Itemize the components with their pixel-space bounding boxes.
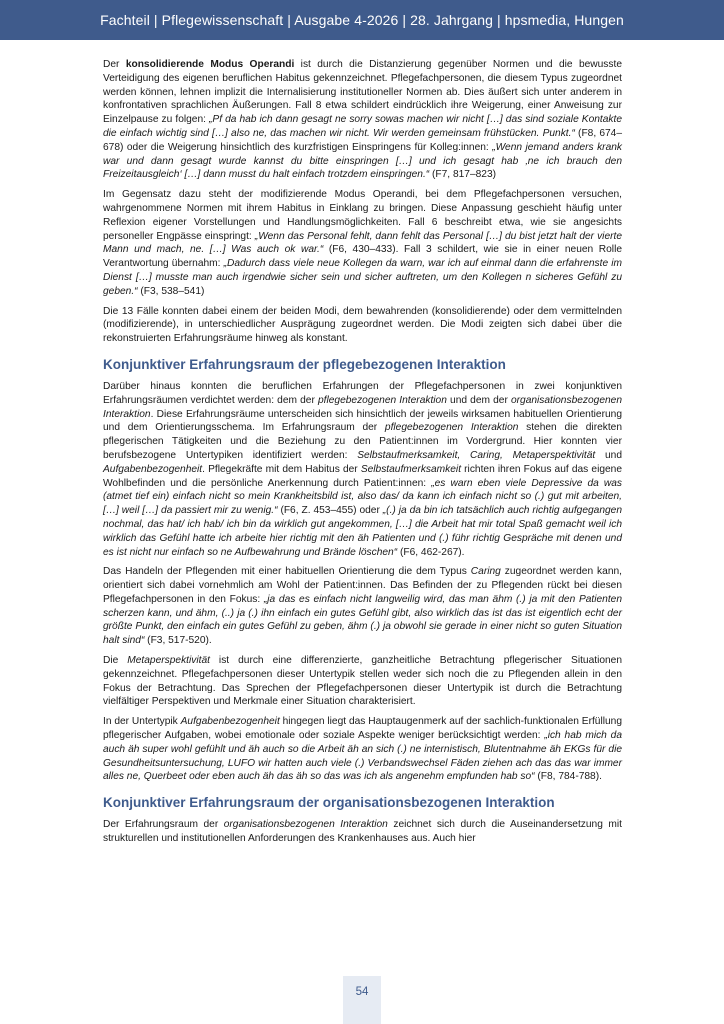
text: (F8, 674–678) oder die Weigerung hinsichtlich des kurzfristigen Einspringens für Kolleg:innen: (103, 127, 623, 153)
text: Das Handeln der Pflegenden mit einer habituellen Orientierung die dem Typus (103, 566, 471, 578)
citation: (F8, 784-788). (534, 771, 602, 783)
paragraph: Die 13 Fälle konnten dabei einem der beiden Modi, dem bewahrenden (konsolidierende) oder dem vermittelnden (modifizierende), in unterschiedlicher Ausprägung zugeordnet werden. Die Modi zeigten sich dabei über die rekonstruierten Erfahrungsräume hinweg als konstant. (103, 305, 622, 345)
quote: „es warn eben viele Depressive da was (atmet tief ein) einfach nicht so mein Krankheitsbild ist, also das/ da kann ich einfach nicht so (.) gut mit arbeiten, […] weil […] da passiert mir zu wenig.“ (103, 477, 622, 517)
citation: (F3, 517-520). (144, 635, 212, 647)
italic-term: Aufgabenbezogenheit (103, 463, 203, 475)
italic-term: pflegebezogenen Interaktion (384, 422, 519, 434)
text: Der (103, 59, 126, 70)
italic-term: Metaperspektivität (127, 655, 210, 667)
paragraph (103, 380, 622, 559)
quote: „Wenn jemand anders krank war und dann gesagt wurde kannst du bitte einspringen […] und ich gesagt hab ‚ne ich brauch den Freizeitausgleich‘ […] dann musst du halt einfach trotzdem einspringen.“ (103, 141, 623, 181)
text: stehen die direkten pflegerischen Tätigkeiten und die Beziehung zu den Patient:innen im Vordergrund. Hier konnten vier berufsbezogene Untertypiken identifiziert werden: (103, 422, 623, 461)
text: und (595, 449, 622, 461)
quote: „Dadurch dass viele neue Kollegen da warn, war ich auf einmal dann die erfahrenste im Dienst […] musste man auch irgendwie sicher sein und sicher auftreten, um den Kollegen n sicheres Gefühl zu geben.“ (103, 258, 622, 297)
citation: (F7, 817–823) (429, 169, 496, 181)
text: Im Gegensatz dazu steht der modifizierende Modus Operandi, bei dem Pflegefachpersonen versuchen, wahrgenommene Normen mit ihrem Habitus in Einklang zu bringen. Diese Anpassung geschieht häufig unter Reflexion eigener Vorstellungen und Handlungsmöglichkeiten. Fall 6 beschreibt etwa, wie sie angesichts personeller Engpässe einspringt: (103, 189, 622, 242)
text: ist durch eine differenzierte, ganzheitliche Betrachtung pflegerischer Situationen gekennzeichnet. Pflegefachpersonen dieser Untertypik stellen weder sich noch die zu Pflegenden allein in den Fokus der Betrachtung. Das Sprechen der Pflegefachpersonen dieser Untertypik ist durch die Betrachtung vielfältiger Perspektiven und Merkmale einer Situation charakterisiert. (103, 655, 622, 708)
quote: „Wenn das Personal fehlt, dann fehlt das Personal […] du bist jetzt halt der vierte Mann und mach, ne. […] Was auch ok war.“ (103, 230, 622, 256)
text: . Diese Erfahrungsräume unterscheiden sich hinsichtlich der jeweils wirksamen habituellen Orientierung und dem Orientierungsschema. Im Erfahrungsraum der (103, 408, 622, 434)
paragraph (103, 715, 622, 784)
text: hingegen liegt das Hauptaugenmerk auf der sachlich-funktionalen Erfüllung pflegerischer Aufgaben, wobei emotionale oder soziale Aspekte weniger berücksichtigt werden: (103, 716, 622, 742)
bold-term: konsolidierende Modus Operandi (125, 59, 295, 70)
article-body (103, 58, 622, 852)
quote: „ich hab mich da auch äh super wohl gefühlt und äh auch so die Arbeit äh an sich (.) ne internistisch, Blutentnahme äh EKGs für die Gesundheitsuntersuchung, LUFO wir hatten auch viele (.) Verbandswechsel Fäden ziehen ach das das war immer alles ne, Querbeet oder eben auch äh das äh so das was ich als angenehm empfunden hab so“ (103, 730, 622, 783)
text: . Pflegekräfte mit dem Habitus der (202, 463, 361, 475)
paragraph (103, 818, 622, 846)
section-heading: Konjunktiver Erfahrungsraum der pflegebezogenen Interaktion (103, 356, 506, 372)
section-heading: Konjunktiver Erfahrungsraum der organisationsbezogenen Interaktion (103, 795, 555, 811)
text: Der Erfahrungsraum der (103, 819, 224, 831)
italic-term: Caring (470, 566, 501, 578)
text: und dem der (446, 394, 511, 406)
paragraph (103, 654, 622, 709)
citation: (F3, 538–541) (137, 285, 205, 297)
italic-term: organisationsbezogenen Interaktion (223, 819, 388, 831)
citation: (F6, 462-267). (397, 546, 465, 558)
text: Darüber hinaus konnten die beruflichen Erfahrungen der Pflegefachpersonen in zwei konjunktiven Erfahrungsräumen verdichtet werden: dem der (103, 380, 622, 406)
quote: „ja das es einfach nicht langweilig wird, das man ähm (.) ja mit den Patienten scherzen kann, und ähm, (..) ja (.) ihn einfach ein gutes Gefühl gibt, also wirklich das ist das ist eigentlich echt der größte Punkt, den einfach ein gutes Gefühl zu geben, ähm (.) ja obwohl sie gerade in einer nicht so guten Situation halt sind“ (103, 593, 622, 647)
text: ist durch die Distanzierung gegenüber Normen und die bewusste Verteidigung des eigenen beruflichen Habitus gekennzeichnet. Pflegefachpersonen, die diesem Typus zugeordnet werden können, lehnen implizit die Internalisierung institutioneller Normen ab. Dies äußert sich unter anderem in konfrontativen sprachlichen Äußerungen. Fall 8 etwa schildert eindrücklich ihre Weigerung, einer Anweisung zur Einzelpause zu folgen: (103, 59, 622, 126)
italic-term: Selbstaufmerksamkeit, Caring, Metaperspektivität (357, 449, 596, 461)
italic-term: Aufgabenbezogenheit (180, 716, 280, 728)
text: Die (103, 655, 128, 667)
italic-term: pflegebezogenen Interaktion (318, 394, 447, 406)
citation: (F6, Z. 453–455) oder (277, 505, 383, 517)
paragraph (103, 58, 622, 182)
page-number: 54 (343, 976, 381, 1024)
text: In der Untertypik (103, 716, 181, 728)
text: richten ihren Fokus auf das eigene Wohlbefinden und die persönliche Anerkennung durch Patient:innen: (103, 463, 622, 489)
quote: „Pf da hab ich dann gesagt ne sorry sowas machen wir nicht […] das sind soziale Kontakte die einfach wichtig sind […] also ne, das machen wir nicht. Wir werden gemeinsam frühstücken. Punkt.“ (103, 114, 622, 139)
running-header: Fachteil | Pflegewissenschaft | Ausgabe 4-2026 | 28. Jahrgang | hpsmedia, Hungen (0, 0, 724, 40)
italic-term: organisationsbezogenen Interaktion (103, 394, 622, 420)
text: zeichnet sich durch die Auseinandersetzung mit strukturellen und institutionellen Anforderungen des Krankenhauses aus. Auch hier (103, 819, 622, 845)
paragraph (103, 188, 622, 298)
italic-term: Selbstaufmerksamkeit (360, 463, 462, 475)
text: zugeordnet werden kann, orientiert sich dabei vornehmlich am Wohl der Patient:innen. Das Befinden der zu Pflegenden rückt bei diesen Pflegefachpersonen in den Fokus: (103, 566, 622, 605)
text: (F6, 430–433). Fall 3 schildert, wie sie in einer neuen Rolle Verantwortung übernahm: (103, 244, 622, 270)
paragraph (103, 565, 622, 648)
quote: „(.) ja da bin ich tatsächlich auch richtig aufgegangen nochmal, das hat/ ich hab/ ich bin da wirklich gut angekommen, […] die Arbeit hat mir total Spaß gemacht weil ich wirklich das Gefühl hatte ich arbeite hier richtig mit den äh Patienten und (.) führ richtig Gespräche mit denen und es ist nicht nur einfach so ne Aufbewahrung und Brände löschen“ (103, 505, 622, 558)
